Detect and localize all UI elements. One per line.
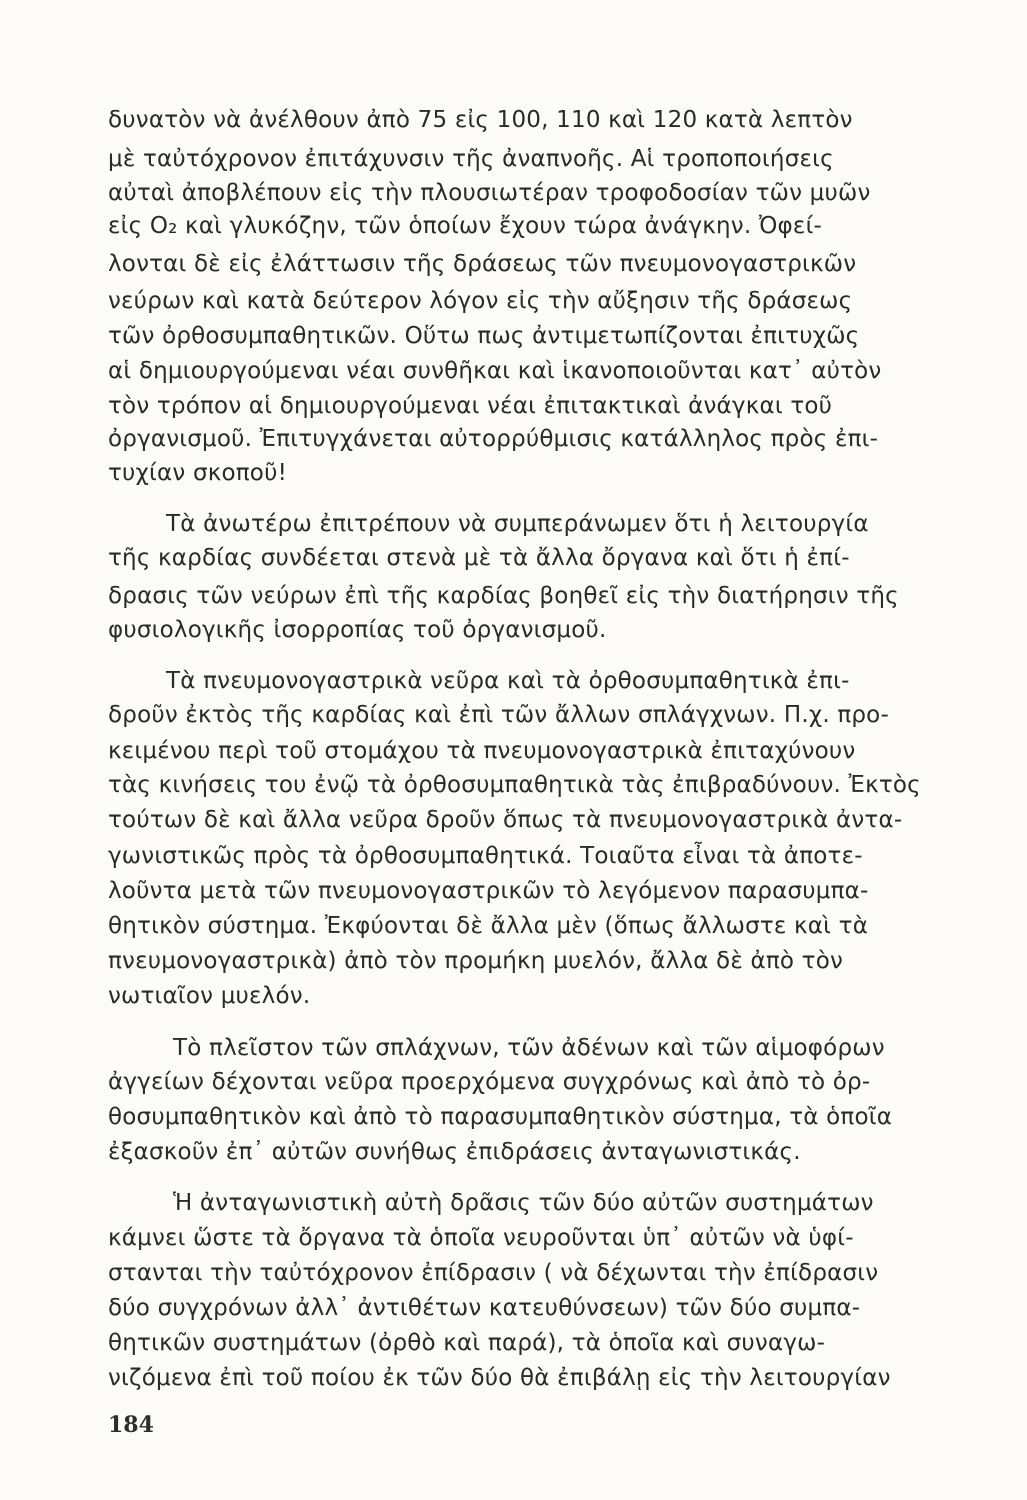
text-line: τυχίαν σκοποῦ! <box>108 460 287 486</box>
text-line: τῆς καρδίας συνδέεται στενὰ μὲ τὰ ἄλλα ὄργανα καὶ ὅτι ἡ ἐπί- <box>108 545 850 571</box>
text-line: γωνιστικῶς πρὸς τὰ ὀρθοσυμπαθητικά. Τοιαῦτα εἶναι τὰ ἀποτε- <box>108 843 863 869</box>
text-line: τὸν τρόπον αἱ δημιουργούμεναι νέαι ἐπιτακτικαὶ ἀνάγκαι τοῦ <box>108 393 833 419</box>
text-line: θητικὸν σύστημα. Ἐκφύονται δὲ ἄλλα μὲν (ὅπως ἄλλωστε καὶ τὰ <box>108 913 869 939</box>
text-line: λοῦντα μετὰ τῶν πνευμονογαστρικῶν τὸ λεγόμενον παρασυμπα- <box>108 878 869 904</box>
text-line: Τὰ πνευμονογαστρικὰ νεῦρα καὶ τὰ ὀρθοσυμπαθητικὰ ἐπι- <box>166 668 850 694</box>
text-line: στανται τὴν ταὐτόχρονον ἐπίδρασιν ( νὰ δέχωνται τὴν ἐπίδρασιν <box>108 1260 879 1286</box>
text-line: λονται δὲ εἰς ἐλάττωσιν τῆς δράσεως τῶν πνευμονογαστρικῶν <box>108 251 857 277</box>
page-number: 184 <box>108 1412 154 1438</box>
text-line: δροῦν ἐκτὸς τῆς καρδίας καὶ ἐπὶ τῶν ἄλλων σπλάγχνων. Π.χ. προ- <box>108 702 889 728</box>
text-line: τὰς κινήσεις του ἐνῷ τὰ ὀρθοσυμπαθητικὰ τὰς ἐπιβραδύνουν. Ἐκτὸς <box>108 772 921 798</box>
text-line: ὀργανισμοῦ. Ἐπιτυγχάνεται αὐτορρύθμισις κατάλληλος πρὸς ἐπι- <box>108 426 879 452</box>
text-line: δύο συγχρόνων ἀλλ᾽ ἀντιθέτων κατευθύνσεων) τῶν δύο συμπα- <box>108 1295 861 1321</box>
text-line: δυνατὸν νὰ ἀνέλθουν ἀπὸ 75 εἰς 100, 110 καὶ 120 κατὰ λεπτὸν <box>108 107 853 133</box>
text-line: Τὸ πλεῖστον τῶν σπλάχνων, τῶν ἀδένων καὶ τῶν αἱμοφόρων <box>173 1035 885 1061</box>
text-line: τούτων δὲ καὶ ἄλλα νεῦρα δροῦν ὅπως τὰ πνευμονογαστρικὰ ἀντα- <box>108 807 903 833</box>
text-line: δρασις τῶν νεύρων ἐπὶ τῆς καρδίας βοηθεῖ εἰς τὴν διατήρησιν τῆς <box>108 583 899 609</box>
text-line: πνευμονογαστρικὰ) ἀπὸ τὸν προμήκη μυελόν, ἄλλα δὲ ἀπὸ τὸν <box>108 948 844 974</box>
text-line: νεύρων καὶ κατὰ δεύτερον λόγον εἰς τὴν αὔξησιν τῆς δράσεως <box>108 288 853 314</box>
text-line: θητικῶν συστημάτων (ὀρθὸ καὶ παρά), τὰ ὁποῖα καὶ συναγω- <box>108 1330 826 1356</box>
text-line: αἱ δημιουργούμεναι νέαι συνθῆκαι καὶ ἱκανοποιοῦνται κατ᾽ αὐτὸν <box>108 358 882 384</box>
text-line: κειμένου περὶ τοῦ στομάχου τὰ πνευμονογαστρικὰ ἐπιταχύνουν <box>108 738 856 764</box>
text-line: Ἡ ἀνταγωνιστικὴ αὐτὴ δρᾶσις τῶν δύο αὐτῶν συστημάτων <box>173 1190 874 1216</box>
text-line: μὲ ταὐτόχρονον ἐπιτάχυνσιν τῆς ἀναπνοῆς. Αἱ τροποποιήσεις <box>108 146 834 172</box>
text-line: ἀγγείων δέχονται νεῦρα προερχόμενα συγχρόνως καὶ ἀπὸ τὸ ὀρ- <box>108 1069 871 1095</box>
text-line: θοσυμπαθητικὸν καὶ ἀπὸ τὸ παρασυμπαθητικὸν σύστημα, τὰ ὁποῖα <box>108 1104 893 1130</box>
text-line: εἰς O₂ καὶ γλυκόζην, τῶν ὁποίων ἔχουν τώρα ἀνάγκην. Ὀφεί- <box>108 213 823 239</box>
text-line: φυσιολογικῆς ἰσορροπίας τοῦ ὀργανισμοῦ. <box>108 617 607 643</box>
text-line: ἐξασκοῦν ἐπ᾽ αὐτῶν συνήθως ἐπιδράσεις ἀνταγωνιστικάς. <box>108 1139 801 1165</box>
text-line: τῶν ὀρθοσυμπαθητικῶν. Οὕτω πως ἀντιμετωπίζονται ἐπιτυχῶς <box>108 323 860 349</box>
text-line: κάμνει ὥστε τὰ ὄργανα τὰ ὁποῖα νευροῦνται ὑπ᾽ αὐτῶν νὰ ὑφί- <box>108 1225 854 1251</box>
text-line: νωτιαῖον μυελόν. <box>108 983 311 1009</box>
text-line: αὐταὶ ἀποβλέπουν εἰς τὴν πλουσιωτέραν τροφοδοσίαν τῶν μυῶν <box>108 180 871 206</box>
text-line: νιζόμενα ἐπὶ τοῦ ποίου ἐκ τῶν δύο θὰ ἐπιβάλῃ εἰς τὴν λειτουργίαν <box>108 1365 891 1391</box>
text-line: Τὰ ἀνωτέρω ἐπιτρέπουν νὰ συμπεράνωμεν ὅτι ἡ λειτουργία <box>166 511 869 537</box>
